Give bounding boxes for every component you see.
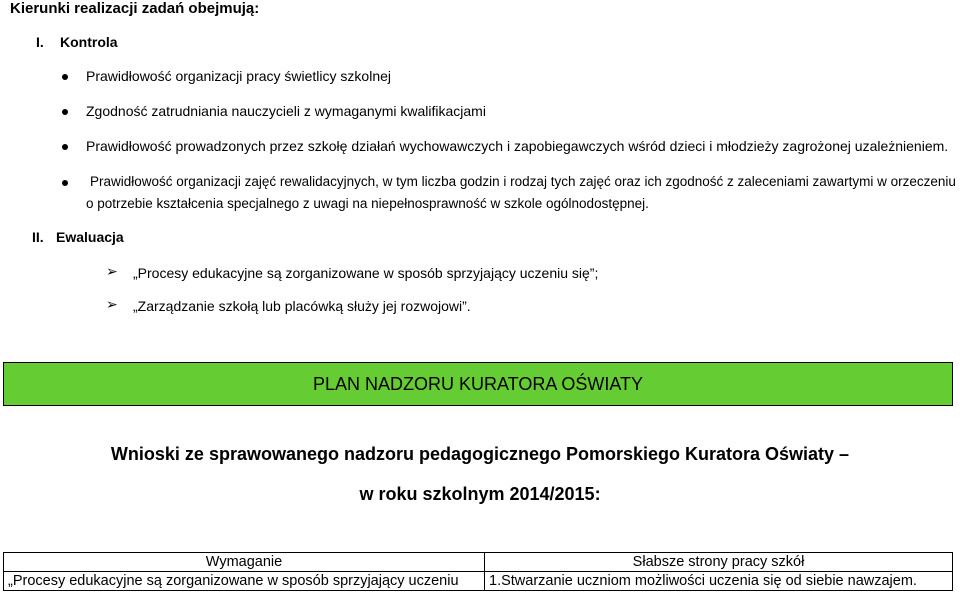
section-kontrola-heading <box>36 34 118 50</box>
arrow-bullet-icon: ➢ <box>106 264 118 280</box>
arrow-bullet-icon: ➢ <box>106 297 118 313</box>
list-item: Prawidłowość prowadzonych przez szkołę działań wychowawczych i zapobiegawczych wśród dzieci i młodzieży zagrożonej uzależnieniem. <box>86 138 949 154</box>
section-title: Ewaluacja <box>56 229 124 245</box>
list-item: Zgodność zatrudniania nauczycieli z wymaganymi kwalifikacjami <box>86 103 486 119</box>
table-header-row <box>4 553 953 572</box>
list-item: „Procesy edukacyjne są zorganizowane w sposób sprzyjający uczeniu się”; <box>133 265 599 281</box>
section-ewaluacja-heading <box>32 229 124 245</box>
page-heading: Kierunki realizacji zadań obejmują: <box>10 0 260 17</box>
list-item: „Zarządzanie szkołą lub placówką służy jej rozwojowi”. <box>133 298 471 314</box>
requirements-table <box>3 552 953 591</box>
bullet-icon <box>62 180 68 186</box>
column-header-requirement: Wymaganie <box>4 553 485 572</box>
conclusions-title: Wnioski ze sprawowanego nadzoru pedagogicznego Pomorskiego Kuratora Oświaty – <box>110 444 850 464</box>
section-numeral: II. <box>32 229 44 245</box>
section-title: Kontrola <box>60 34 118 50</box>
table-row <box>4 572 953 591</box>
table-cell: 1.Stwarzanie uczniom możliwości uczenia się od siebie nawzajem. <box>485 572 953 591</box>
list-item: Prawidłowość organizacji zajęć rewalidacyjnych, w tym liczba godzin i rodzaj tych zajęć oraz ich zgodność z zaleceniami zawartymi w orzeczeniu <box>90 174 956 189</box>
bullet-icon <box>62 74 68 80</box>
list-item: Prawidłowość organizacji pracy świetlicy szkolnej <box>86 68 391 84</box>
column-header-weaknesses: Słabsze strony pracy szkół <box>485 553 953 572</box>
banner-title: PLAN NADZORU KURATORA OŚWIATY <box>312 373 644 394</box>
list-item-continuation: o potrzebie kształcenia specjalnego z uwagi na niepełnosprawność w szkole ogólnodostępnej. <box>86 196 649 211</box>
bullet-icon <box>62 144 68 150</box>
plan-banner <box>3 362 953 406</box>
bullet-icon <box>62 109 68 115</box>
table-cell: „Procesy edukacyjne są zorganizowane w sposób sprzyjający uczeniu <box>4 572 485 591</box>
conclusions-year: w roku szkolnym 2014/2015: <box>359 484 601 504</box>
section-numeral: I. <box>36 34 44 50</box>
